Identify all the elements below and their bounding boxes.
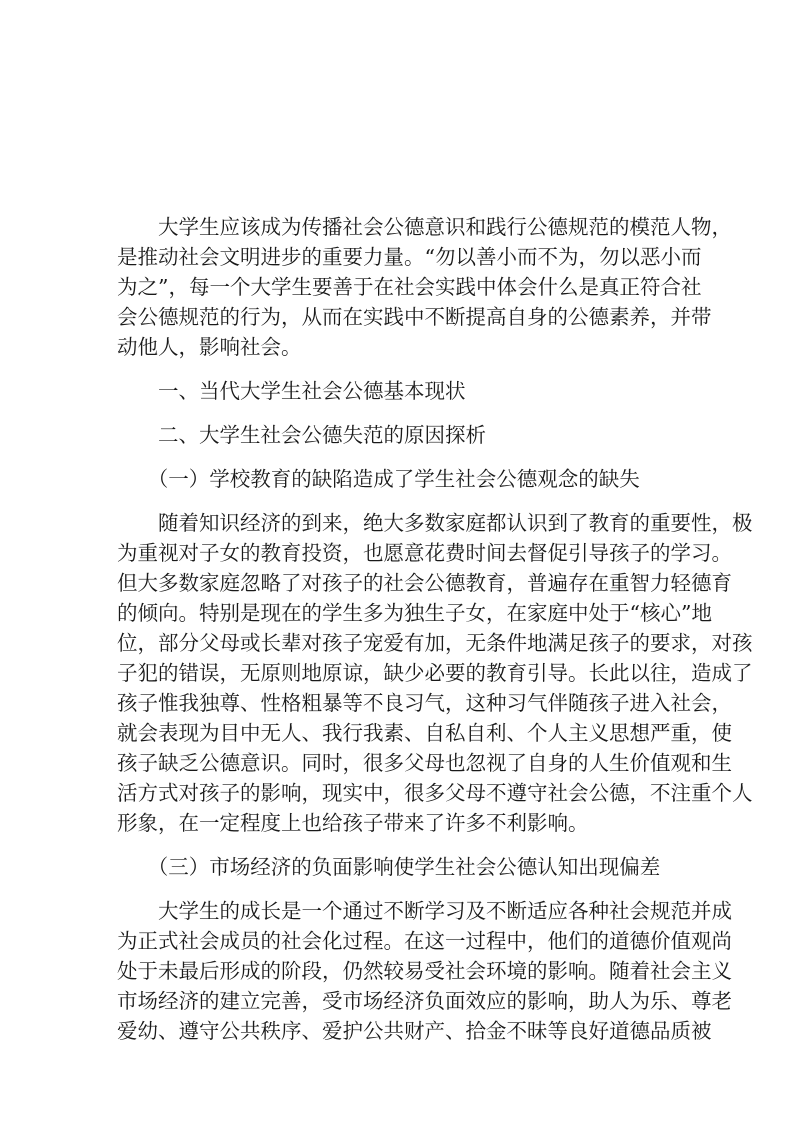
text-line: 为之”，每一个大学生要善于在社会实践中体会什么是真正符合社 xyxy=(117,275,702,299)
text-line: 孩子惟我独尊、性格粗暴等不良习气，这种习气伴随孩子进入社会， xyxy=(117,691,732,715)
paragraph-family-education xyxy=(117,508,753,838)
text-line: 随着知识经济的到来，绝大多数家庭都认识到了教育的重要性，极 xyxy=(117,511,753,535)
text-line: 爱幼、遵守公共秩序、爱护公共财产、拾金不昧等良好道德品质被 xyxy=(117,1019,712,1043)
text-line: 会公德规范的行为，从而在实践中不断提高自身的公德素养，并带 xyxy=(117,305,712,329)
text-line: 形象，在一定程度上也给孩子带来了许多不利影响。 xyxy=(117,811,589,835)
text-line: 孩子缺乏公德意识。同时，很多父母也忽视了自身的人生价值观和生 xyxy=(117,751,732,775)
subsection-heading: （一）学校教育的缺陷造成了学生社会公德观念的缺失 xyxy=(117,467,640,491)
text-line: 市场经济的建立完善，受市场经济负面效应的影响，助人为乐、尊老 xyxy=(117,989,732,1013)
document-body xyxy=(117,212,753,1046)
text-line: 大学生的成长是一个通过不断学习及不断适应各种社会规范并成 xyxy=(117,899,732,923)
text-line: 处于未最后形成的阶段，仍然较易受社会环境的影响。随着社会主义 xyxy=(117,959,732,983)
text-line: 但大多数家庭忽略了对孩子的社会公德教育，普遍存在重智力轻德育 xyxy=(117,571,732,595)
text-line: 位，部分父母或长辈对孩子宠爱有加，无条件地满足孩子的要求，对孩 xyxy=(117,631,753,655)
text-line: 就会表现为目中无人、我行我素、自私自利、个人主义思想严重，使 xyxy=(117,721,732,745)
section-heading: 一、当代大学生社会公德基本现状 xyxy=(117,379,466,403)
text-line: 子犯的错误，无原则地原谅，缺少必要的教育引导。长此以往，造成了 xyxy=(117,661,753,685)
text-line: 大学生应该成为传播社会公德意识和践行公德规范的模范人物， xyxy=(117,215,732,239)
text-line: 活方式对孩子的影响，现实中，很多父母不遵守社会公德，不注重个人 xyxy=(117,781,753,805)
paragraph-intro xyxy=(117,212,732,362)
text-line: 动他人，影响社会。 xyxy=(117,335,302,359)
text-line: 为正式社会成员的社会化过程。在这一过程中，他们的道德价值观尚 xyxy=(117,929,732,953)
paragraph-market-economy xyxy=(117,896,732,1046)
section-heading: 二、大学生社会公德失范的原因探析 xyxy=(117,423,486,447)
text-line: 为重视对子女的教育投资，也愿意花费时间去督促引导孩子的学习。 xyxy=(117,541,732,565)
text-line: 的倾向。特别是现在的学生多为独生子女，在家庭中处于“核心”地 xyxy=(117,601,712,625)
subsection-heading: （三）市场经济的负面影响使学生社会公德认知出现偏差 xyxy=(117,855,661,879)
text-line: 是推动社会文明进步的重要力量。“勿以善小而不为，勿以恶小而 xyxy=(117,245,702,269)
